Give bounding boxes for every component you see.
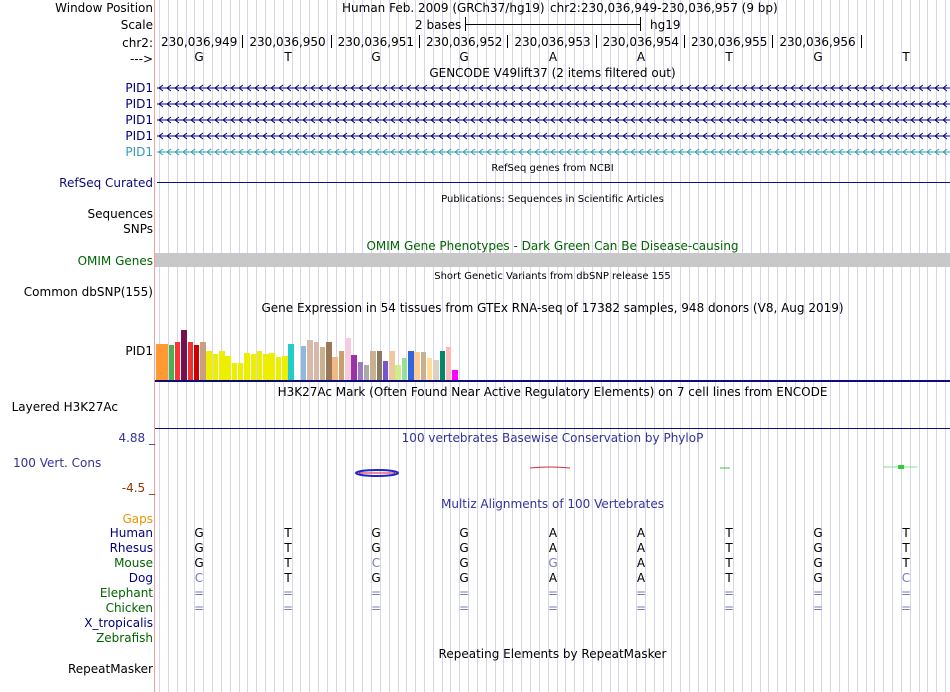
gtex-tissue-bar[interactable] [421,352,427,380]
aligned-base: = [193,601,205,615]
aligned-base: A [636,571,646,585]
gtex-tissue-bar[interactable] [257,351,263,380]
aligned-base: = [900,601,912,615]
position-readout: chr2:230,036,949-230,036,957 (9 bp) [550,1,778,15]
aligned-base: A [548,571,558,585]
aligned-base: T [725,541,733,555]
gtex-tissue-bar[interactable] [433,360,439,380]
coordinate-label: 230,036,953 [514,35,591,49]
aligned-base: A [636,541,646,555]
coordinate-tick [242,35,243,48]
gtex-tissue-bar[interactable] [358,362,364,380]
omim-gene-bar[interactable] [155,253,950,267]
aligned-base: T [284,571,292,585]
coordinate-label: 230,036,955 [691,35,768,49]
aligned-base: = [812,586,824,600]
aligned-base: G [371,541,381,555]
gencode-transcript-line[interactable] [157,147,950,157]
coordinate-tick [507,35,508,48]
scale-db: hg19 [650,18,681,32]
gtex-tissue-bar[interactable] [181,330,187,380]
aligned-base: T [284,541,292,555]
species-label[interactable]: Human [109,526,153,540]
omim-track-title: OMIM Gene Phenotypes - Dark Green Can Be Disease-causing [366,239,739,253]
species-label[interactable]: Dog [128,571,153,585]
gencode-transcript-line[interactable] [157,99,950,109]
coordinate-tick [684,35,685,48]
aligned-base: = [635,586,647,600]
gtex-tissue-bar[interactable] [238,363,244,380]
aligned-base: G [813,541,823,555]
multiz-gaps-label[interactable]: Gaps [122,512,153,526]
species-label[interactable]: Mouse [114,556,153,570]
gtex-tissue-bar[interactable] [377,351,383,380]
gtex-tissue-bar[interactable] [194,345,200,380]
reference-base[interactable]: T [725,50,733,64]
conservation-plot[interactable] [155,446,950,486]
aligned-base: C [194,571,204,585]
aligned-base: = [547,601,559,615]
gtex-tissue-bar[interactable] [383,361,389,380]
window-position-label: Window Position [55,1,153,15]
aligned-base: G [459,526,469,540]
reference-base[interactable]: A [636,50,646,64]
gtex-tissue-bar[interactable] [225,356,231,380]
aligned-base: = [547,586,559,600]
conservation-min-label: -4.5 _ [121,481,155,495]
assembly-title: Human Feb. 2009 (GRCh37/hg19) [342,1,545,15]
aligned-base: G [813,526,823,540]
gencode-transcript-line[interactable] [157,83,950,93]
aligned-base: = [282,601,294,615]
refseq-gene-line[interactable] [157,182,950,183]
aligned-base: G [459,556,469,570]
reference-base[interactable]: A [548,50,558,64]
gtex-tissue-bar[interactable] [408,351,414,380]
aligned-base: = [282,586,294,600]
aligned-base: T [725,556,733,570]
scale-text: 2 bases [415,18,462,32]
gtex-baseline [155,380,950,382]
gtex-tissue-bar[interactable] [282,356,288,380]
species-label[interactable]: Elephant [99,586,153,600]
gencode-track-title: GENCODE V49lift37 (2 items filtered out) [429,66,676,80]
h3k27ac-track-title: H3K27Ac Mark (Often Found Near Active Regulatory Elements) on 7 cell lines from ENCODE [277,385,828,399]
gtex-tissue-bar[interactable] [320,347,326,380]
conservation-mark-4-peak [898,465,904,469]
gtex-tissue-bar[interactable] [440,351,446,380]
coordinate-tick [331,35,332,48]
reference-base[interactable]: G [459,50,469,64]
aligned-base: C [371,556,381,570]
gencode-transcript-line[interactable] [157,115,950,125]
aligned-base: T [902,541,910,555]
publications-track-title: Publications: Sequences in Scientific Articles [441,194,664,205]
reference-base[interactable]: G [194,50,204,64]
gtex-tissue-bar[interactable] [162,344,168,380]
publications-track-label[interactable]: Sequences [87,207,153,221]
reference-base[interactable]: T [284,50,292,64]
chrom-label: chr2: [122,36,153,50]
multiz-track-title: Multiz Alignments of 100 Vertebrates [440,497,665,511]
aligned-base: A [636,556,646,570]
gtex-tissue-bar[interactable] [301,346,307,380]
gtex-tissue-bar[interactable] [276,357,282,380]
aligned-base: = [723,601,735,615]
coordinate-label: 230,036,952 [426,35,503,49]
species-label[interactable]: Chicken [105,601,153,615]
gtex-tissue-bar[interactable] [364,365,370,380]
coordinate-label: 230,036,951 [337,35,414,49]
coordinate-label: 230,036,950 [249,35,326,49]
gtex-tissue-bar[interactable] [307,340,313,380]
gtex-tissue-bar[interactable] [251,354,257,380]
gencode-transcript-label[interactable]: PID1 [125,145,153,159]
aligned-base: G [371,526,381,540]
gtex-tissue-bar[interactable] [446,347,452,380]
aligned-base: A [548,526,558,540]
gtex-expression-chart[interactable] [155,316,950,380]
gtex-track-title: Gene Expression in 54 tissues from GTEx RNA-seq of 17382 samples, 948 donors (V8, Aug 2019) [261,301,844,315]
refseq-track-label[interactable]: RefSeq Curated [59,176,153,190]
coordinate-label: 230,036,956 [779,35,856,49]
aligned-base: G [371,571,381,585]
gencode-transcript-label[interactable]: PID1 [125,81,153,95]
gtex-tissue-bar[interactable] [402,358,408,380]
aligned-base: = [812,601,824,615]
conservation-max-label: 4.88 _ [118,431,155,445]
reference-base[interactable]: T [902,50,910,64]
gtex-tissue-bar[interactable] [200,342,206,380]
gtex-track-label[interactable]: PID1 [125,344,153,358]
dbsnp-track-label[interactable]: Common dbSNP(155) [23,285,153,299]
aligned-base: T [725,526,733,540]
gtex-tissue-bar[interactable] [314,342,320,380]
aligned-base: C [901,571,911,585]
gtex-tissue-bar[interactable] [351,355,357,380]
gtex-tissue-bar[interactable] [414,352,420,380]
aligned-base: = [370,601,382,615]
aligned-base: T [284,556,292,570]
aligned-base: = [370,586,382,600]
aligned-base: = [723,586,735,600]
coordinate-tick [596,35,597,48]
gtex-tissue-bar[interactable] [156,344,162,380]
gencode-transcript-label[interactable]: PID1 [125,129,153,143]
gtex-tissue-bar[interactable] [395,365,401,380]
gtex-tissue-bar[interactable] [452,370,458,380]
snps-track-label[interactable]: SNPs [123,222,153,236]
gencode-transcript-line[interactable] [157,131,950,141]
gtex-tissue-bar[interactable] [175,342,181,380]
gtex-tissue-bar[interactable] [339,351,345,380]
repeatmasker-track-title: Repeating Elements by RepeatMasker [438,647,667,661]
gtex-tissue-bar[interactable] [288,344,294,380]
gtex-tissue-bar[interactable] [427,358,433,380]
coordinate-label: 230,036,949 [161,35,238,49]
repeatmasker-track-label[interactable]: RepeatMasker [67,662,153,676]
conservation-track-title: 100 vertebrates Basewise Conservation by PhyloP [401,431,704,445]
reference-base[interactable]: G [813,50,823,64]
aligned-base: G [194,541,204,555]
reference-base[interactable]: G [371,50,381,64]
dbsnp-track-title: Short Genetic Variants from dbSNP release 155 [434,271,671,282]
coordinate-tick [861,35,862,48]
refseq-track-title: RefSeq genes from NCBI [491,163,614,174]
gencode-transcript-label[interactable]: PID1 [125,97,153,111]
gtex-tissue-bar[interactable] [188,342,194,380]
gencode-transcript-label[interactable]: PID1 [125,113,153,127]
aligned-base: = [458,601,470,615]
aligned-base: = [458,586,470,600]
aligned-base: T [725,571,733,585]
aligned-base: G [194,526,204,540]
aligned-base: A [548,541,558,555]
aligned-base: T [902,556,910,570]
gtex-tissue-bar[interactable] [219,351,225,380]
h3k27ac-baseline [155,428,950,429]
gtex-tissue-bar[interactable] [345,338,351,380]
aligned-base: G [813,556,823,570]
aligned-base: = [900,586,912,600]
scale-label: Scale [120,18,153,32]
species-label[interactable]: X_tropicalis [84,616,153,630]
aligned-base: G [459,571,469,585]
gtex-tissue-bar[interactable] [213,354,219,380]
gtex-tissue-bar[interactable] [269,353,275,380]
omim-track-label[interactable]: OMIM Genes [77,254,153,268]
aligned-base: A [636,526,646,540]
coordinate-tick [419,35,420,48]
aligned-base: G [813,571,823,585]
gtex-tissue-bar[interactable] [232,363,238,380]
scale-bar-right-tick [640,17,641,31]
coordinate-tick [772,35,773,48]
h3k27ac-track-label[interactable]: Layered H3K27Ac [11,400,118,414]
gtex-tissue-bar[interactable] [169,345,175,380]
coordinate-label: 230,036,954 [602,35,679,49]
gtex-tissue-bar[interactable] [370,351,376,380]
gtex-tissue-bar[interactable] [332,357,338,380]
gtex-tissue-bar[interactable] [206,351,212,380]
scale-bar-left-tick [465,17,466,31]
conservation-track-label[interactable]: 100 Vert. Cons [13,456,102,470]
gtex-tissue-bar[interactable] [389,351,395,380]
aligned-base: = [635,601,647,615]
strand-label[interactable]: ---> [129,52,153,66]
gtex-tissue-bar[interactable] [263,354,269,380]
gtex-tissue-bar[interactable] [244,353,250,380]
aligned-base: T [284,526,292,540]
aligned-base: G [548,556,558,570]
species-label[interactable]: Zebrafish [96,631,153,645]
aligned-base: G [459,541,469,555]
aligned-base: G [194,556,204,570]
aligned-base: T [902,526,910,540]
conservation-mark-2 [530,467,570,468]
aligned-base: = [193,586,205,600]
species-label[interactable]: Rhesus [109,541,153,555]
gtex-tissue-bar[interactable] [326,342,332,380]
scale-bar [465,24,641,25]
